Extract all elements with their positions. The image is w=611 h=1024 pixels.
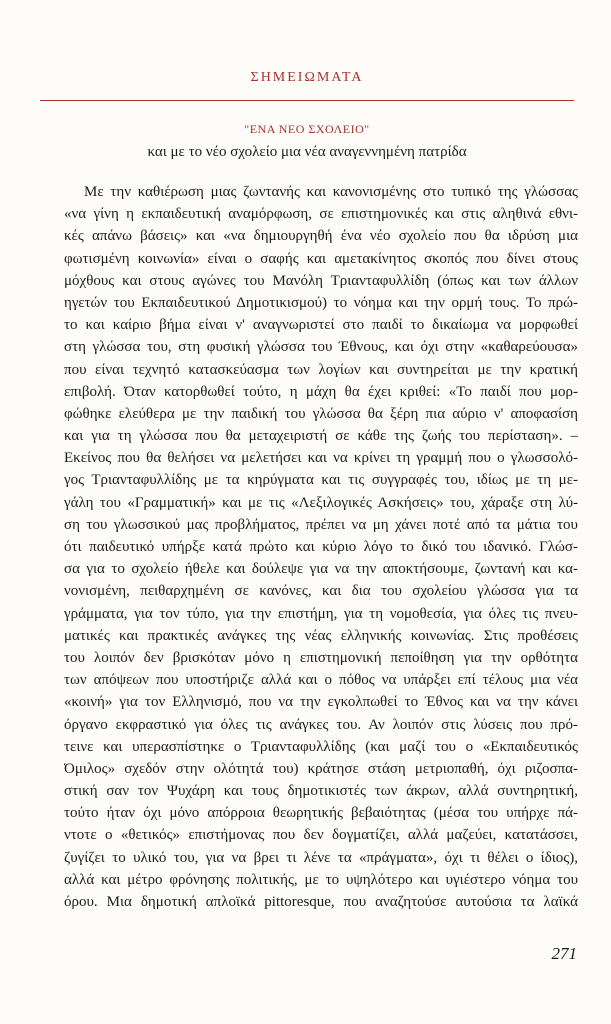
body-text — [64, 181, 578, 913]
text-line: γράμματα, για τον τύπο, για την επιστήμη, για τη νομοθεσία, για όλες τις πνευ- — [64, 605, 578, 622]
header-rule — [40, 100, 574, 101]
page-number: 271 — [551, 944, 577, 963]
text-line: ότι παιδευτικό υπήρξε κατά πρώτο και κύριο λόγο το δικό του ιδανικό. Γλώσ- — [64, 539, 578, 555]
text-line: ση του γλωσσικού μας προβλήματος, πρέπει να μη χάνει ποτέ από τα μάτια του — [64, 516, 578, 533]
text-line: τούτο ήταν όχι μόνο απόρροια θεωρητικής βεβαιότητας (μέσα του υπήρχε πά- — [64, 805, 578, 822]
text-line: και για τη γλώσσα που θα μεταχειριστή σε κάθε της ζωής του περίσταση». – — [64, 428, 578, 445]
text-line: μόχθους και στους αγώνες του Μανόλη Τριανταφυλλίδη (όπως και των άλλων — [64, 272, 578, 289]
text-line: σα για το σχολείο ήθελε και δούλεψε για να την αποκτήσουμε, ζωντανή και κα- — [64, 561, 578, 578]
text-line: στη γλώσσα του, στη φυσική γλώσσα του Έθνους, και όχι στην «καθαρεύουσα» — [64, 339, 578, 356]
text-line: φώθηκε ελεύθερα με την παιδική του γλώσσα θα ξέρη πια αύριο ν' αποφασίση — [64, 405, 578, 422]
text-line: ντοτε ο «θετικός» επιστήμονας που δεν δογματίζει, αλλά μαζεύει, κατατάσσει, — [64, 827, 578, 844]
text-line: Όμιλος» σχεδόν στην ολότητά του) κράτησε στάση μετριοπαθή, όχι ριζοσπα- — [64, 760, 578, 777]
article-subtitle: και με το νέο σχολείο μια νέα αναγεννημένη πατρίδα — [147, 144, 467, 160]
text-line: ηγετών του Εκπαιδευτικού Δημοτικισμού) το νόημα και την ορμή τους. Το πρώ- — [64, 294, 578, 311]
text-line: όργανο εκφραστικό για όλες τις ανάγκες του. Αν λοιπόν στις λύσεις που πρό- — [64, 716, 578, 733]
text-line: «να γίνη η εκπαιδευτική αναμόρφωση, σε επιστημονικές και στις αληθινά εθνι- — [64, 206, 578, 223]
text-line: νονισμένη, πειθαρχημένη σε κανόνες, και δια του σχολείου γλώσσα για τα — [64, 583, 578, 600]
text-line: γάλη του «Γραμματική» και με τις «Λεξιλογικές Ασκήσεις» του, χάραξε στη λύ- — [64, 494, 578, 511]
text-line: του λοιπόν δεν βρισκόταν μόνο η επιστημονική πεποίθηση για την ορθότητα — [64, 649, 578, 666]
text-line: επιβολή. Όταν κατορθωθεί τούτο, η μάχη θα έχει κριθεί: «Το παιδί που μορ- — [64, 383, 578, 400]
text-line: γος Τριανταφυλλίδης με τα κηρύγματα και τις συγγραφές του, ιδίως με τη με- — [64, 472, 578, 489]
article-title: "ΕΝΑ ΝΕΟ ΣΧΟΛΕΙΟ" — [244, 122, 370, 136]
text-line: το και καίριο βήμα είναι ν' αναγνωριστεί στο παιδί το δικαίωμα να μορφωθεί — [64, 317, 578, 334]
text-line: ζυγίζει το υλικό του, για να βρει τι λένε τα «πράγματα», όχι τι θέλει ο ίδιος), — [64, 849, 578, 866]
text-line: φωτισμένη κοινωνία» είναι ο σαφής και αμετακίνητος σκοπός που δίνει στους — [64, 250, 578, 267]
section-header: ΣΗΜΕΙΩΜΑΤΑ — [250, 70, 364, 85]
text-line: κές απάνω βάσεις» και «να δημιουργηθή ένα νέο σχολείο που θα ιδρύση μια — [64, 228, 578, 245]
text-line: που είναι τεχνητό κατασκεύασμα των λογίων και συντηρείται με την κρατική — [64, 361, 578, 378]
text-line: στική σαν τον Ψυχάρη και τους δημοτικιστές των άκρων, αλλά συντηρητική, — [64, 783, 578, 800]
text-line: «κοινή» για τον Ελληνισμό, που να την εγκολπωθεί το Έθνος και να την κάνει — [64, 694, 578, 711]
text-line: όρου. Μια δημοτική απλοϊκά pittoresque, που αναζητούσε αυτούσια τα λαϊκά — [64, 894, 578, 910]
text-line: των απόψεων που υποστήριζε αλλά και ο πόθος να υπάρξει επί τέλους μια νέα — [64, 672, 578, 689]
text-line: Εκείνος που θα θελήσει να μελετήσει και να κρίνει τη γραμμή που ο γλωσσολό- — [64, 450, 578, 467]
text-line: ματικές και πρακτικές ανάγκες της νέας ελληνικής κοινωνίας. Στις προθέσεις — [64, 627, 578, 644]
text-line: αλλά και μέτρο φρόνησης πολιτικής, με το υψηλότερο και υγιέστερο νόημα του — [64, 871, 578, 888]
text-line: Με την καθιέρωση μιας ζωντανής και κανονισμένης στο τυπικό της γλώσσας — [84, 184, 578, 200]
text-line: τεινε και υπερασπίστηκε ο Τριανταφυλλίδης (και μαζί του ο «Εκπαιδευτικός — [64, 738, 578, 755]
